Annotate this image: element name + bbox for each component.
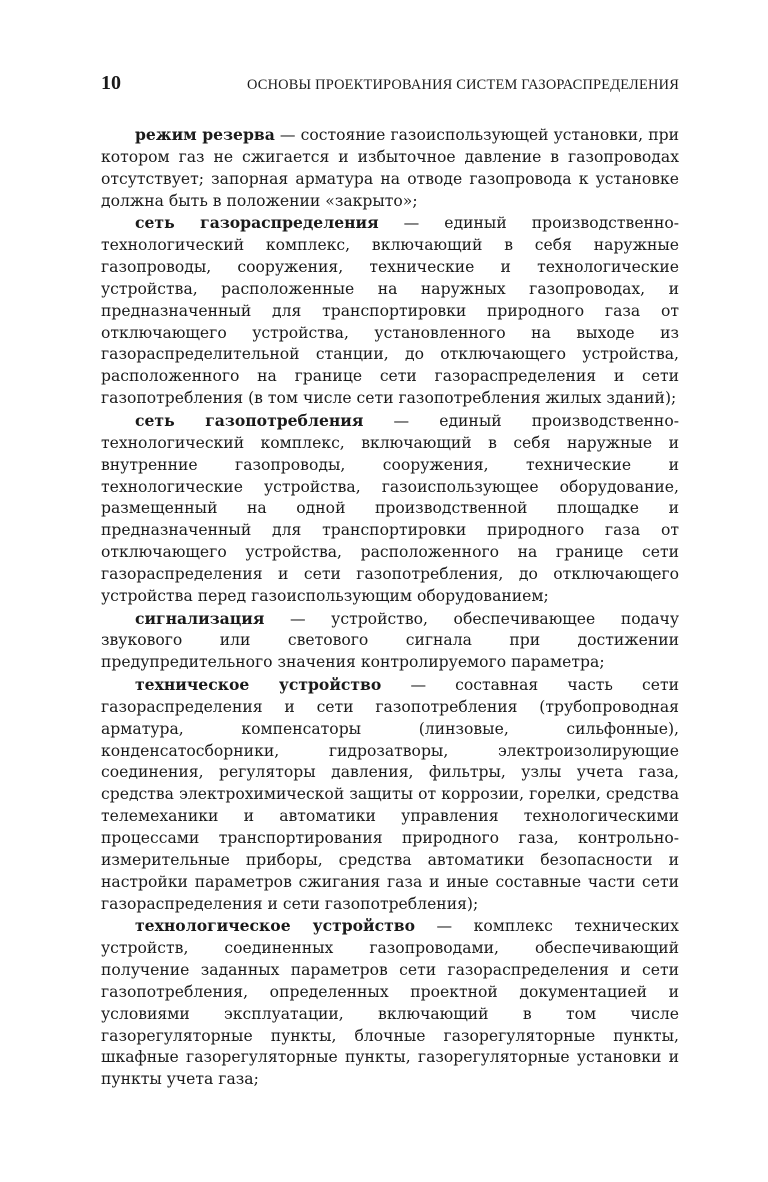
glossary-term: технологическое устройство: [135, 916, 415, 936]
glossary-definition: — устройство, обеспечивающее подачу звукового или светового сигнала при достижении предупредительного значения контролируемого параметра;: [101, 609, 679, 672]
glossary-definition: — составная часть сети газораспределения и сети газопотребления (трубопроводная арматура, компенсаторы (линзовые, сильфонные), конденсатосборники, гидрозатворы, электроизолирующие соединения, регуляторы давления, фильтры, узлы учета газа, средства электрохимической защиты от коррозии, горелки, средства телемеханики и автоматики управления технологическими процессами транспортирования природного газа, контрольно-измерительные приборы, средства автоматики безопасности и настройки параметров сжигания газа и иные составные части сети газораспределения и сети газопотребления);: [101, 676, 679, 913]
glossary-body: [101, 124, 679, 1091]
glossary-term: режим резерва: [135, 125, 275, 144]
book-page: [101, 72, 679, 1091]
glossary-term: техническое устройство: [135, 675, 382, 695]
glossary-term: сеть газораспределения: [135, 213, 379, 233]
glossary-definition: — единый производственно-технологический комплекс, включающий в себя наружные газопроводы, сооружения, технические и технологические устройства, расположенные на наружных газопроводах, и предназначенный для транспортировки природного газа от отключающего устройства, установленного на выходе из газораспределительной станции, до отключающего устройства, расположенного на границе сети газораспределения и сети газопотребления (в том числе сети газопотребления жилых зданий);: [101, 214, 679, 408]
glossary-entry: [101, 212, 679, 410]
glossary-entry: [101, 608, 679, 675]
page-number: 10: [101, 72, 121, 94]
glossary-term: сеть газопотребления: [135, 410, 364, 430]
glossary-term: сигнализация: [135, 608, 265, 628]
glossary-entry: [101, 915, 679, 1091]
glossary-definition: — состояние газоиспользующей установки, при котором газ не сжигается и избыточное давление в газопроводах отсутствует; запорная арматура на отводе газопровода к установке должна быть в положении «закрыто»;: [101, 126, 679, 210]
running-header: [101, 72, 679, 98]
glossary-definition: — комплекс технических устройств, соединенных газопроводами, обеспечивающий получение заданных параметров сети газораспределения и сети газопотребления, определенных проектной документацией и условиями эксплуатации, включающий в том числе газорегуляторные пункты, блочные газорегуляторные пункты, шкафные газорегуляторные пункты, газорегуляторные установки и пункты учета газа;: [101, 917, 679, 1089]
glossary-entry: [101, 124, 679, 212]
glossary-definition: — единый производственно-технологический комплекс, включающий в себя наружные и внутренние газопроводы, сооружения, технические и технологические устройства, газоиспользующее оборудование, размещенный на одной производственной площадке и предназначенный для транспортировки природного газа от отключающего устройства, расположенного на границе сети газораспределения и сети газопотребления, до отключающего устройства перед газоиспользующим оборудованием;: [101, 411, 679, 605]
running-title: ОСНОВЫ ПРОЕКТИРОВАНИЯ СИСТЕМ ГАЗОРАСПРЕДЕЛЕНИЯ: [247, 77, 679, 93]
glossary-entry: [101, 674, 679, 915]
glossary-entry: [101, 410, 679, 608]
